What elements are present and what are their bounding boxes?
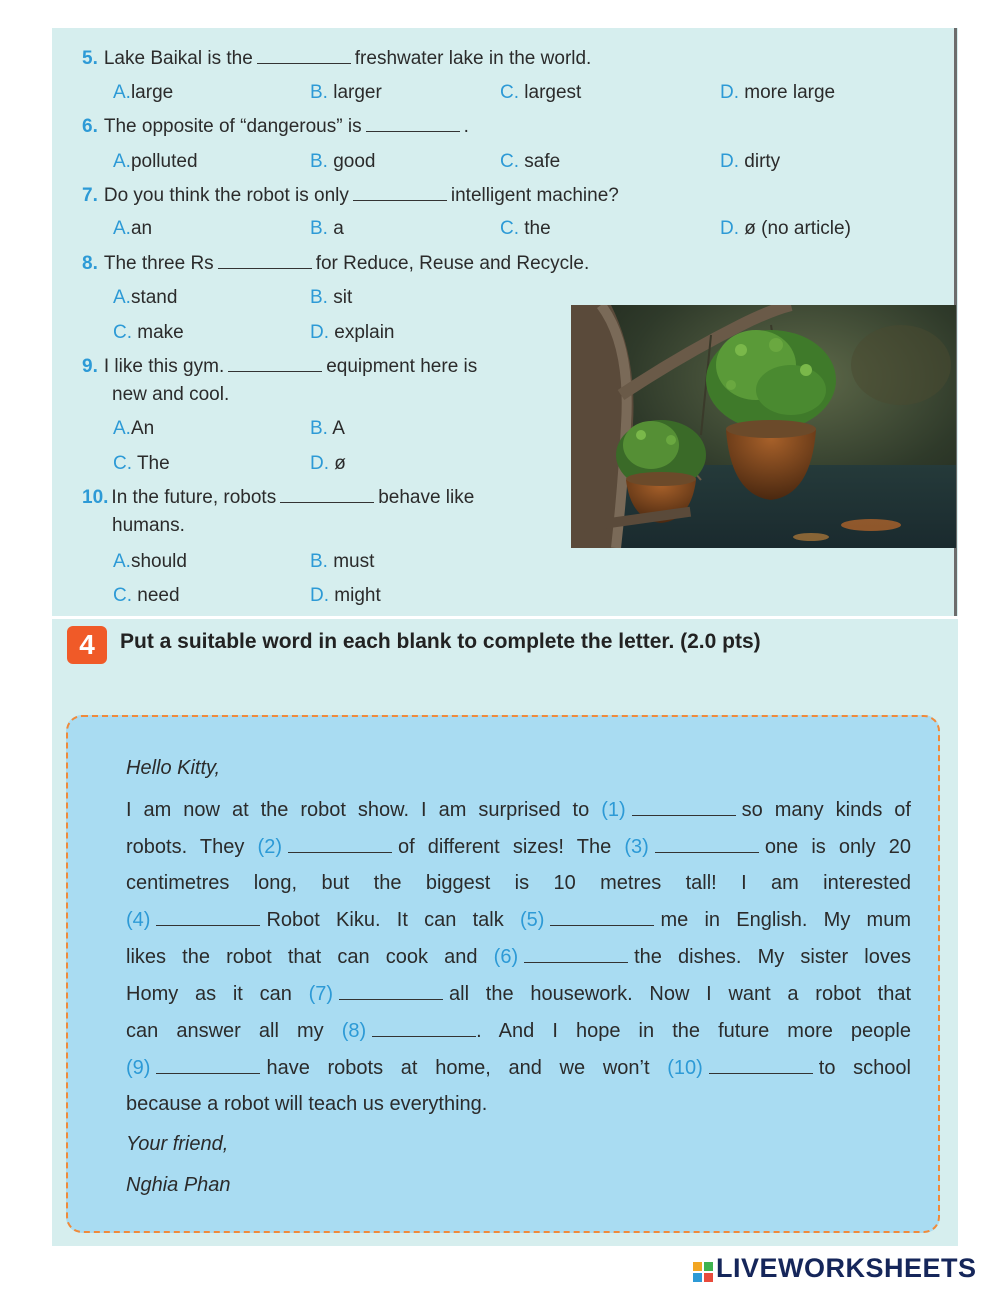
liveworksheets-logo[interactable]: LIVEWORKSHEETS xyxy=(693,1253,977,1284)
blank-2[interactable] xyxy=(288,838,392,853)
section-divider xyxy=(52,616,958,619)
option-d[interactable]: D. ø xyxy=(310,453,346,474)
letter-line-2: robots. They (2) of different sizes! The (3) one is only 20 xyxy=(126,836,911,858)
option-a[interactable]: A.an xyxy=(113,218,153,239)
blank-5[interactable] xyxy=(550,911,654,926)
letter-line-7: can answer all my (8) . And I hope in the future more people xyxy=(126,1020,911,1042)
option-d[interactable]: D. dirty xyxy=(720,151,781,172)
letter-line-9: because a robot will teach us everything. xyxy=(126,1093,488,1115)
letter-line-3: centimetres long, but the biggest is 10 metres tall! I am interested xyxy=(126,872,911,894)
option-c[interactable]: C. make xyxy=(113,322,184,343)
answer-blank[interactable] xyxy=(218,254,312,269)
option-a[interactable]: A.An xyxy=(113,418,155,439)
blank-9[interactable] xyxy=(156,1059,260,1074)
option-d[interactable]: D. more large xyxy=(720,82,836,103)
letter-line-4: (4) Robot Kiku. It can talk (5) me in English. My mum xyxy=(126,909,911,931)
question-6: 6. The opposite of “dangerous” is . xyxy=(82,116,469,137)
question-9: 9. I like this gym. equipment here is xyxy=(82,356,478,377)
plant-photo xyxy=(571,305,956,548)
answer-blank[interactable] xyxy=(228,357,322,372)
letter-line-8: (9) have robots at home, and we won’t (10) to school xyxy=(126,1057,911,1079)
question-7: 7. Do you think the robot is only intelligent machine? xyxy=(82,185,619,206)
option-d[interactable]: D. ø (no article) xyxy=(720,218,851,239)
answer-blank[interactable] xyxy=(257,49,351,64)
option-c[interactable]: C. the xyxy=(500,218,551,239)
option-a[interactable]: A.large xyxy=(113,82,174,103)
letter-greeting: Hello Kitty, xyxy=(126,757,221,779)
blank-3[interactable] xyxy=(655,838,759,853)
logo-grid-icon xyxy=(693,1258,713,1278)
question-5: 5. Lake Baikal is the freshwater lake in the world. xyxy=(82,48,592,69)
option-d[interactable]: D. might xyxy=(310,585,381,606)
answer-blank[interactable] xyxy=(280,488,374,503)
option-b[interactable]: B. a xyxy=(310,218,344,239)
answer-blank[interactable] xyxy=(366,117,460,132)
letter-line-1: I am now at the robot show. I am surprised to (1) so many kinds of xyxy=(126,799,911,821)
blank-1[interactable] xyxy=(632,801,736,816)
letter-line-6: Homy as it can (7) all the housework. Now I want a robot that xyxy=(126,983,911,1005)
question-10-line2: humans. xyxy=(112,515,185,536)
option-b[interactable]: B. A xyxy=(310,418,345,439)
option-c[interactable]: C. safe xyxy=(500,151,561,172)
blank-8[interactable] xyxy=(372,1022,476,1037)
option-b[interactable]: B. must xyxy=(310,551,375,572)
blank-7[interactable] xyxy=(339,985,443,1000)
question-8: 8. The three Rs for Reduce, Reuse and Recycle. xyxy=(82,253,590,274)
letter-closing: Your friend, xyxy=(126,1133,229,1155)
option-b[interactable]: B. larger xyxy=(310,82,382,103)
letter-line-5: likes the robot that can cook and (6) the dishes. My sister loves xyxy=(126,946,911,968)
option-a[interactable]: A.stand xyxy=(113,287,178,308)
option-d[interactable]: D. explain xyxy=(310,322,395,343)
section-number-badge: 4 xyxy=(67,626,107,664)
option-b[interactable]: B. good xyxy=(310,151,376,172)
section-title: Put a suitable word in each blank to complete the letter. (2.0 pts) xyxy=(120,630,761,653)
question-9-line2: new and cool. xyxy=(112,384,230,405)
blank-6[interactable] xyxy=(524,948,628,963)
blank-4[interactable] xyxy=(156,911,260,926)
option-a[interactable]: A.polluted xyxy=(113,151,198,172)
option-c[interactable]: C. need xyxy=(113,585,180,606)
option-c[interactable]: C. largest xyxy=(500,82,582,103)
blank-10[interactable] xyxy=(709,1059,813,1074)
answer-blank[interactable] xyxy=(353,186,447,201)
question-10: 10. In the future, robots behave like xyxy=(82,487,475,508)
option-b[interactable]: B. sit xyxy=(310,287,353,308)
letter-signature: Nghia Phan xyxy=(126,1174,231,1196)
option-a[interactable]: A.should xyxy=(113,551,187,572)
option-c[interactable]: C. The xyxy=(113,453,170,474)
